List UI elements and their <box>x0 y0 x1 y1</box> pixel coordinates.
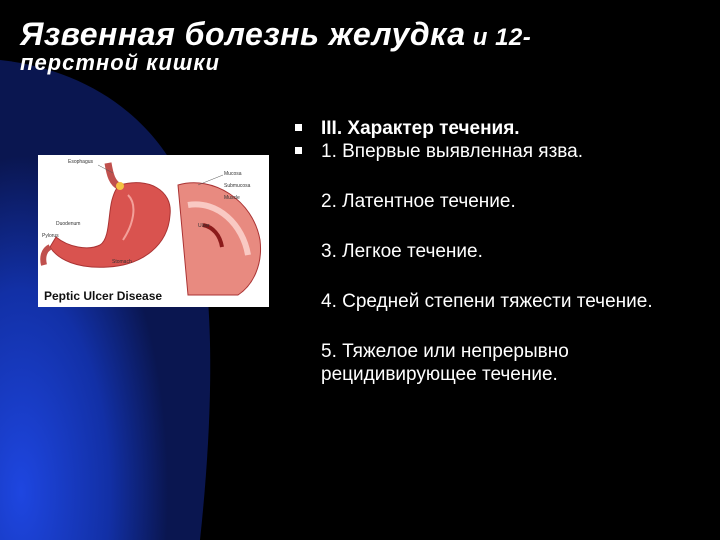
stomach-drawing <box>38 155 269 307</box>
title-tail: и 12- <box>465 24 532 51</box>
figure-caption: Peptic Ulcer Disease <box>44 289 163 303</box>
label-stomach: Stomach <box>112 259 132 265</box>
label-submucosa: Submucosa <box>224 183 251 189</box>
list-item-text: 1. Впервые выявленная язва. <box>321 141 584 162</box>
paragraph: 4. Средней степени тяжести течение. <box>321 291 653 312</box>
label-mucosa: Mucosa <box>224 171 242 177</box>
label-esophagus: Esophagus <box>68 159 94 165</box>
label-duodenum: Duodenum <box>56 221 81 227</box>
paragraph: 2. Латентное течение. <box>321 191 516 212</box>
list-item <box>295 140 695 163</box>
list-item <box>295 117 695 140</box>
bullet-marker <box>295 147 302 154</box>
list-item-text: III. Характер течения. <box>321 118 520 139</box>
label-muscle: Muscle <box>224 195 240 201</box>
title-main: Язвенная болезнь желудка <box>20 16 466 52</box>
label-pylorus: Pylorus <box>42 233 59 239</box>
label-ulcer: Ulcer <box>198 223 210 229</box>
paragraph: 5. Тяжелое или непрерывно рецидивирующее течение. <box>321 341 569 385</box>
paragraph: 3. Легкое течение. <box>321 241 483 262</box>
peptic-ulcer-illustration <box>38 155 269 307</box>
content-list <box>295 117 695 386</box>
title-line2: перстной кишки <box>20 50 220 75</box>
slide-title <box>20 18 531 74</box>
bullet-marker <box>295 124 302 131</box>
